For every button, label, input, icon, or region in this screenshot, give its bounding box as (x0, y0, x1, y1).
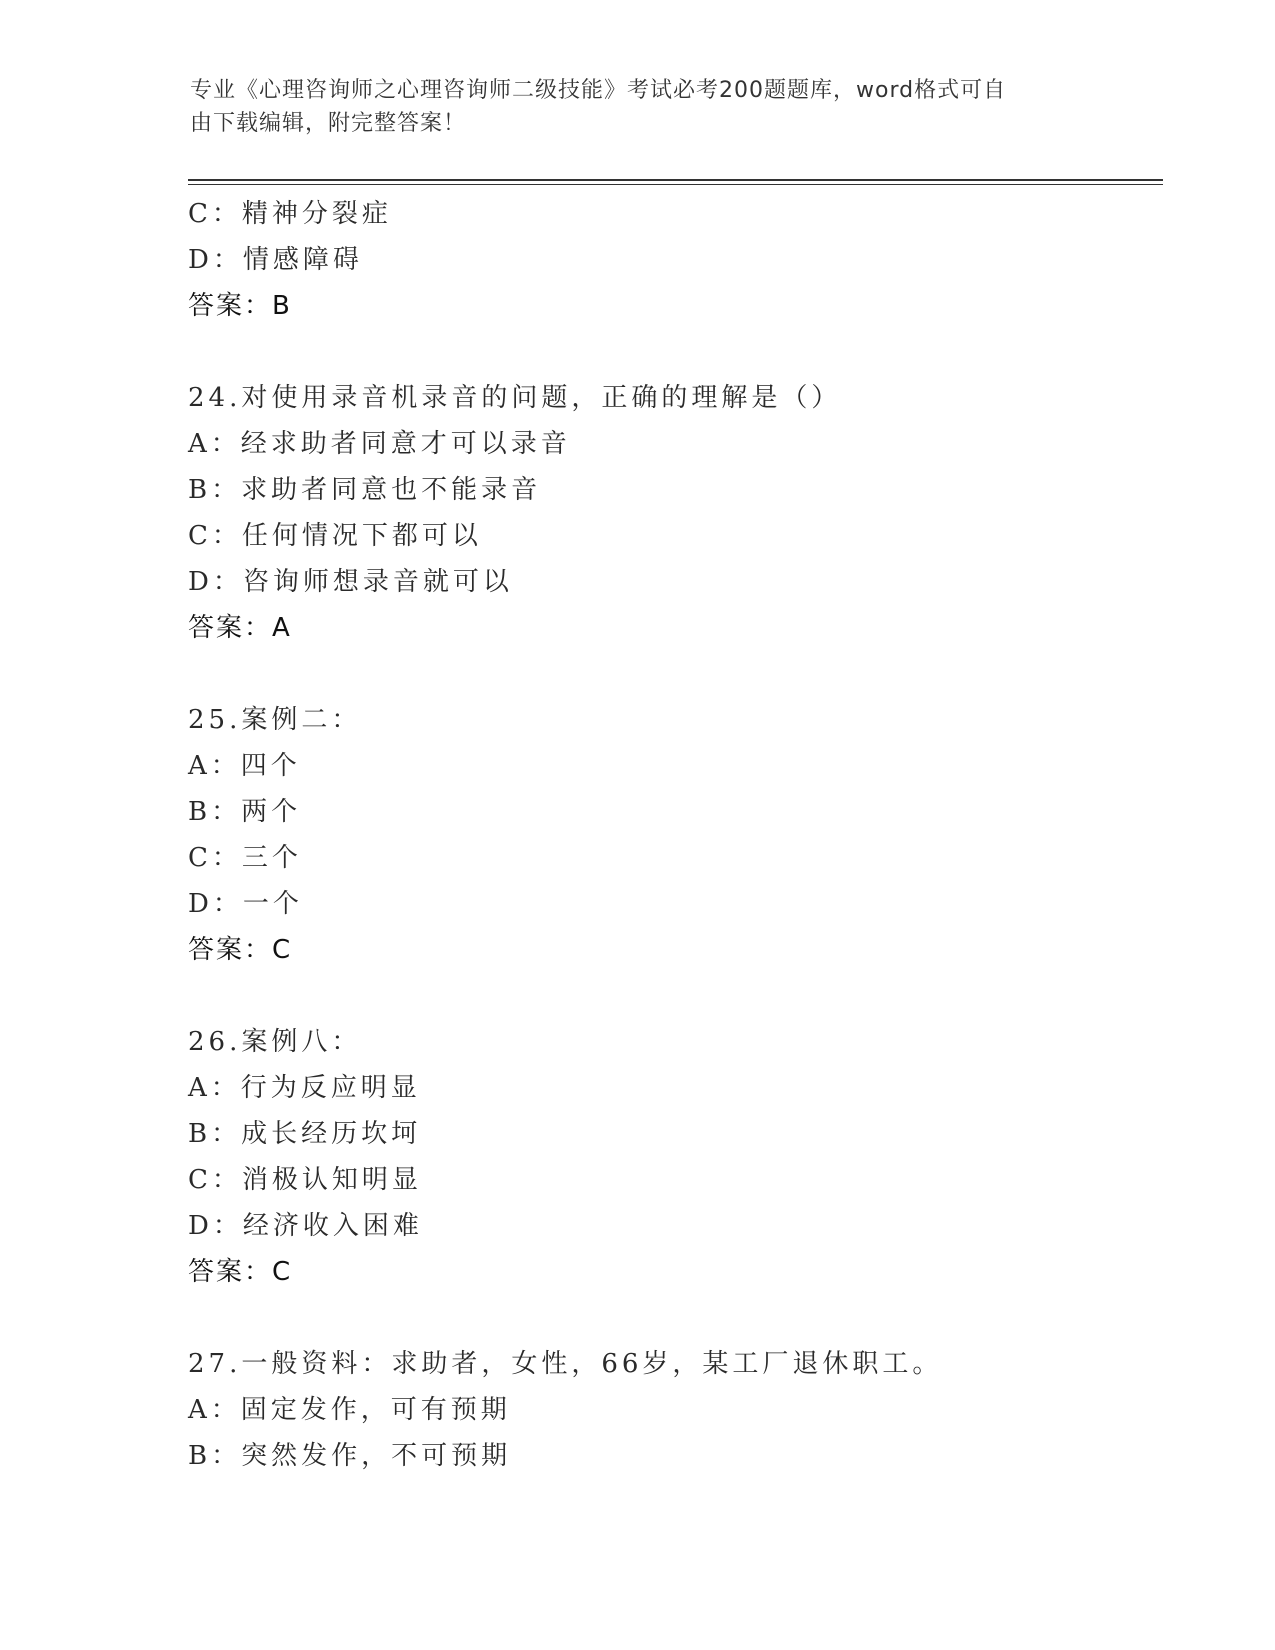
q25-option-b: B：两个 (188, 797, 302, 827)
q27-stem: 27.一般资料：求助者，女性，66岁，某工厂退休职工。 (188, 1349, 943, 1379)
q26-option-c: C：消极认知明显 (188, 1165, 422, 1195)
q27-option-a: A：固定发作，可有预期 (188, 1395, 511, 1425)
q26-option-a: A：行为反应明显 (188, 1073, 421, 1103)
header-divider-thin (188, 184, 1163, 185)
q25-option-d: D：一个 (188, 889, 303, 919)
spacer (188, 1295, 1168, 1341)
q24-stem: 24.对使用录音机录音的问题，正确的理解是（） (188, 383, 842, 413)
spacer (188, 651, 1168, 697)
document-header (190, 74, 1070, 140)
q25-option-a: A：四个 (188, 751, 301, 781)
q24-option-a: A：经求助者同意才可以录音 (188, 429, 571, 459)
q25-option-c: C：三个 (188, 843, 302, 873)
q26-answer: 答案：C (188, 1257, 293, 1287)
header-divider-thick (188, 179, 1163, 181)
q24-option-c: C：任何情况下都可以 (188, 521, 482, 551)
header-line-2: 由下载编辑，附完整答案！ (190, 111, 467, 136)
q26-option-b: B：成长经历坎坷 (188, 1119, 422, 1149)
q24-option-b: B：求助者同意也不能录音 (188, 475, 542, 505)
spacer (188, 329, 1168, 375)
question-list (188, 191, 1168, 1479)
q23-option-c: C：精神分裂症 (188, 199, 392, 229)
q23-answer: 答案：B (188, 291, 292, 321)
header-line-1: 专业《心理咨询师之心理咨询师二级技能》考试必考200题题库，word格式可自 (190, 78, 1007, 103)
q26-stem: 26.案例八： (188, 1027, 362, 1057)
q24-option-d: D：咨询师想录音就可以 (188, 567, 513, 597)
q25-stem: 25.案例二： (188, 705, 362, 735)
q23-option-d: D：情感障碍 (188, 245, 363, 275)
spacer (188, 973, 1168, 1019)
q26-option-d: D：经济收入困难 (188, 1211, 423, 1241)
q27-option-b: B：突然发作，不可预期 (188, 1441, 512, 1471)
q25-answer: 答案：C (188, 935, 293, 965)
q24-answer: 答案：A (188, 613, 292, 643)
